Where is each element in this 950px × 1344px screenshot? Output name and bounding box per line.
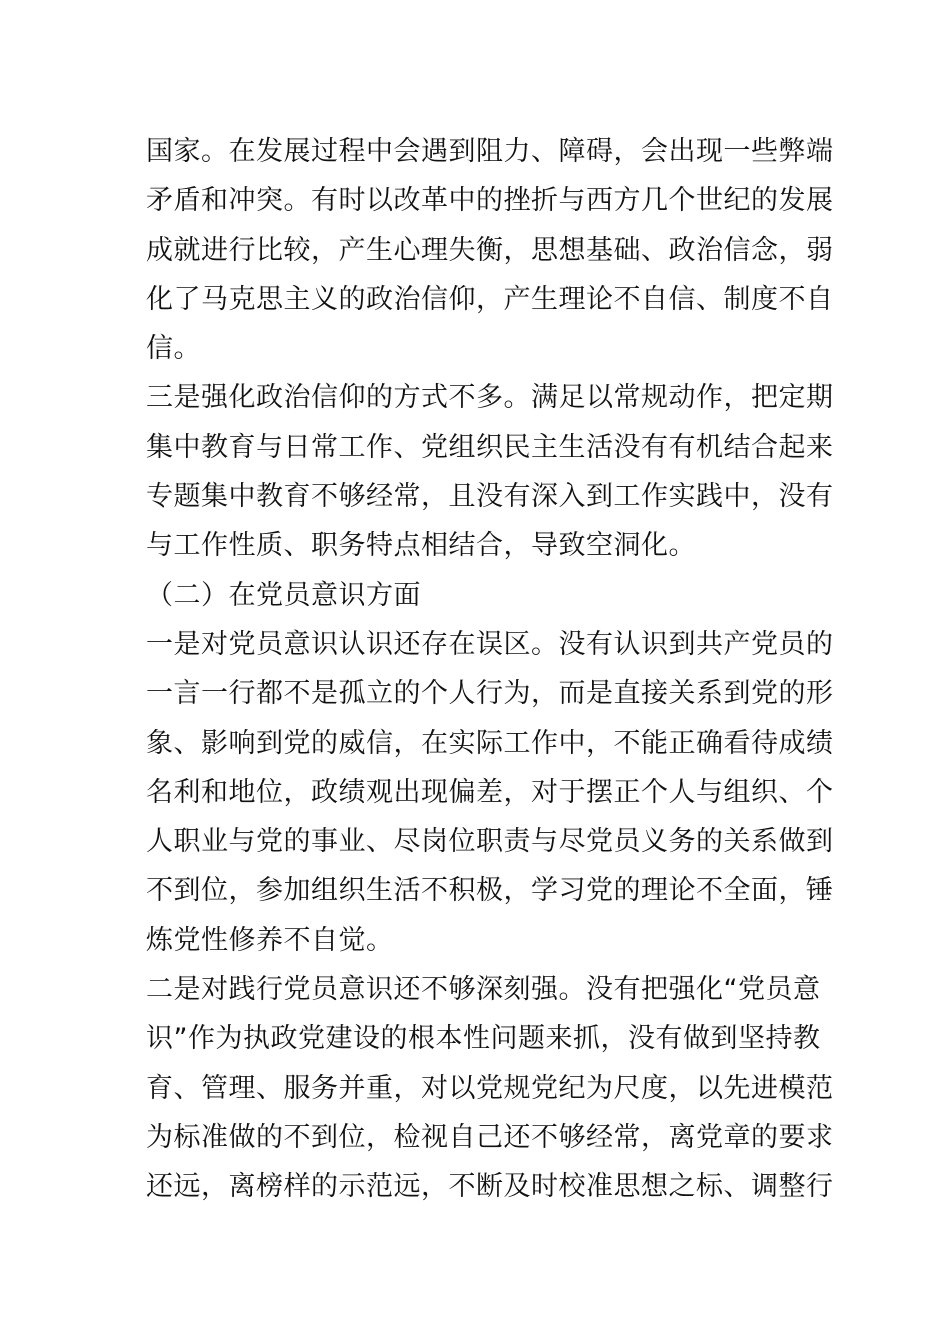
text-line: 人职业与党的事业、尽岗位职责与尽党员义务的关系做到	[146, 826, 834, 858]
text-line: 信。	[146, 333, 201, 365]
text-line: 为标准做的不到位，检视自己还不够经常，离党章的要求	[146, 1121, 834, 1153]
text-line: 育、管理、服务并重，对以党规党纪为尺度，以先进模范	[146, 1072, 834, 1104]
text-line: 识”作为执政党建设的根本性问题来抓，没有做到坚持教	[146, 1023, 821, 1055]
text-line: 二是对践行党员意识还不够深刻强。没有把强化“党员意	[146, 974, 821, 1006]
section-heading: （二）在党员意识方面	[146, 579, 421, 611]
text-line: 三是强化政治信仰的方式不多。满足以常规动作，把定期	[146, 382, 834, 414]
text-line: 不到位，参加组织生活不积极，学习党的理论不全面，锤	[146, 875, 834, 907]
text-line: 一言一行都不是孤立的个人行为，而是直接关系到党的形	[146, 678, 834, 710]
text-line: 与工作性质、职务特点相结合，导致空洞化。	[146, 530, 696, 562]
text-line: 集中教育与日常工作、党组织民主生活没有有机结合起来	[146, 431, 834, 463]
text-line: 象、影响到党的威信，在实际工作中，不能正确看待成绩	[146, 727, 834, 759]
text-line: 还远，离榜样的示范远，不断及时校准思想之标、调整行	[146, 1171, 834, 1203]
text-line: 专题集中教育不够经常，且没有深入到工作实践中，没有	[146, 481, 834, 513]
text-line: 炼党性修养不自觉。	[146, 924, 394, 956]
text-line: 国家。在发展过程中会遇到阻力、障碍，会出现一些弊端	[146, 136, 834, 167]
text-line: 矛盾和冲突。有时以改革中的挫折与西方几个世纪的发展	[146, 185, 834, 217]
document-body	[146, 127, 834, 1212]
text-line: 名利和地位，政绩观出现偏差，对于摆正个人与组织、个	[146, 776, 834, 808]
text-line: 化了马克思主义的政治信仰，产生理论不自信、制度不自	[146, 283, 834, 315]
text-line: 成就进行比较，产生心理失衡，思想基础、政治信念，弱	[146, 234, 834, 266]
text-line: 一是对党员意识认识还存在误区。没有认识到共产党员的	[146, 628, 834, 660]
